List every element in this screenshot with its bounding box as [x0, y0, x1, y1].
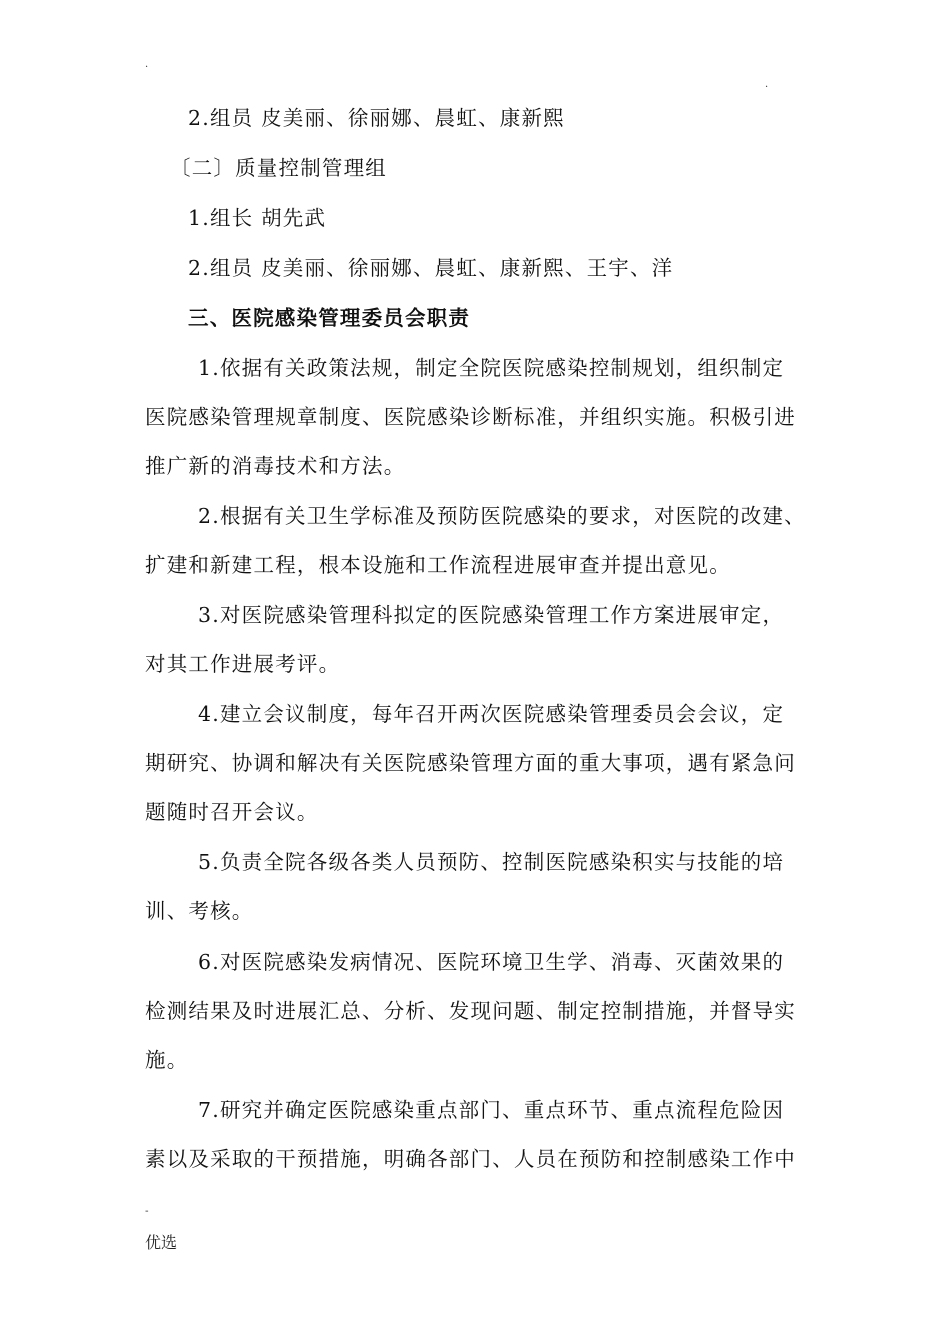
paragraph-line: 题随时召开会议。 [145, 800, 319, 824]
paragraph-line: 3.对医院感染管理科拟定的医院感染管理工作方案进展审定， [198, 603, 785, 627]
header-dot-left: . [145, 59, 149, 70]
paragraph-line: 施。 [145, 1048, 189, 1072]
paragraph-line: 医院感染管理规章制度、医院感染诊断标准，并组织实施。积极引进 [145, 405, 796, 429]
paragraph-line: 素以及采取的干预措施，明确各部门、人员在预防和控制感染工作中 [145, 1147, 796, 1171]
paragraph-line: 训、考核。 [145, 899, 254, 923]
group-leader-line: 1.组长 胡先武 [188, 206, 327, 230]
group-member-line-2: 2.组员 皮美丽、徐丽娜、晨虹、康新熙、王宇、洋 [188, 256, 674, 280]
duties-heading: 三、医院感染管理委员会职责 [188, 306, 471, 330]
section-heading-quality: 〔二〕质量控制管理组 [170, 156, 387, 180]
group-member-line-1: 2.组员 皮美丽、徐丽娜、晨虹、康新熙 [188, 106, 565, 130]
paragraph-line: 扩建和新建工程，根本设施和工作流程进展审查并提出意见。 [145, 553, 731, 577]
footer-label: 优选 [145, 1233, 178, 1252]
footer-dash: - [145, 1206, 149, 1217]
paragraph-line: 7.研究并确定医院感染重点部门、重点环节、重点流程危险因 [198, 1098, 785, 1122]
paragraph-line: 4.建立会议制度，每年召开两次医院感染管理委员会会议，定 [198, 702, 785, 726]
paragraph-line: 检测结果及时进展汇总、分析、发现问题、制定控制措施，并督导实 [145, 999, 796, 1023]
paragraph-line: 6.对医院感染发病情况、医院环境卫生学、消毒、灭菌效果的 [198, 950, 785, 974]
paragraph-line: 1.依据有关政策法规，制定全院医院感染控制规划，组织制定 [198, 356, 785, 380]
paragraph-line: 期研究、协调和解决有关医院感染管理方面的重大事项，遇有紧急问 [145, 751, 796, 775]
paragraph-line: 5.负责全院各级各类人员预防、控制医院感染积实与技能的培 [198, 850, 785, 874]
header-dot-right: . [765, 79, 769, 90]
paragraph-line: 2.根据有关卫生学标准及预防医院感染的要求，对医院的改建、 [198, 504, 806, 528]
paragraph-line: 推广新的消毒技术和方法。 [145, 454, 406, 478]
paragraph-line: 对其工作进展考评。 [145, 652, 341, 676]
